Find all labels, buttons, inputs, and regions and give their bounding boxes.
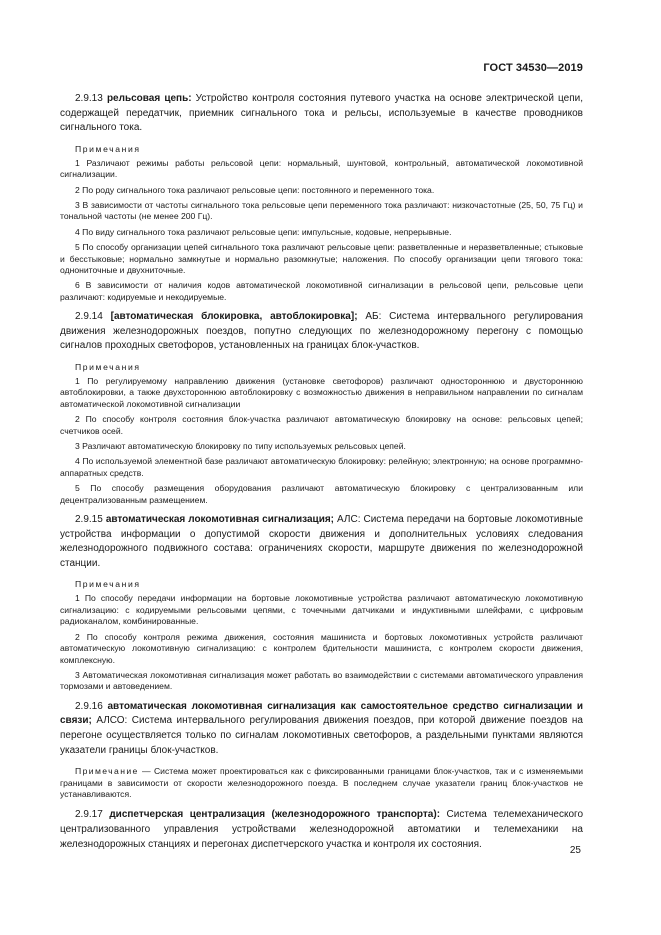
note-item: 5 По способу размещения оборудования различают автоматическую блокировку с централизованным или децентрализованным размещением. — [60, 483, 583, 505]
note-2-9-16 — [60, 766, 583, 800]
term-2-9-16 — [60, 700, 583, 758]
note-item: 4 По используемой элементной базе различают автоматическую блокировку: релейную; электронную; на основе программно-аппаратных средств. — [60, 456, 583, 478]
notes-heading: Примечания — [75, 362, 141, 373]
term-name: диспетчерская централизация (железнодорожного транспорта): — [109, 809, 441, 821]
note-item: 6 В зависимости от наличия кодов автоматической локомотивной сигнализации в рельсовой цепи, рельсовые цепи различают: кодируемые и некодируемые. — [60, 280, 583, 302]
term-definition: Устройство контроля состояния путевого участка на основе электрической цепи, содержащей передатчик, приемник сигнального тока и рельсы, используемые в качестве проводников сигнального тока. — [60, 93, 583, 134]
term-name: рельсовая цепь: — [106, 93, 192, 104]
notes-2-9-14 — [60, 362, 583, 506]
notes-heading: Примечания — [75, 143, 141, 154]
term-definition: Система телемеханического централизованного управления устройствами железнодорожной автоматики и телемеханики на железнодорожных станциях и перегонах диспетчерского участка и контроля их состояния. — [60, 809, 584, 850]
term-2-9-17 — [60, 808, 583, 852]
term-number: 2.9.13 — [75, 93, 103, 104]
note-item: 3 В зависимости от частоты сигнального тока рельсовые цепи переменного тока различают: низкочастотные (25, 50, 75 Гц) и тональной частоты (не менее 200 Гц). — [60, 200, 583, 222]
note-item: 3 Автоматическая локомотивная сигнализация может работать во взаимодействии с системами автоматического управления тормозами и автоведением. — [60, 669, 583, 692]
note-item: 4 По виду сигнального тока различают рельсовые цепи: импульсные, кодовые, непрерывные. — [75, 226, 452, 237]
page-number: 25 — [569, 845, 581, 856]
note-item: 2 По способу контроля режима движения, состояния машиниста и бортовых локомотивных устройств различают автоматическую локомотивную сигнализацию: с контролем бдительности машиниста, с контролем скорости движения, комплексную. — [60, 631, 583, 665]
term-name: автоматическая локомотивная сигнализация как самостоятельное средство сигнализации и связи; — [60, 700, 583, 727]
term-2-9-15 — [60, 513, 583, 571]
term-number: 2.9.17 — [75, 809, 103, 821]
term-name: [автоматическая блокировка, автоблокировка]; — [110, 311, 358, 323]
note-item: 1 По регулируемому направлению движения (установке светофоров) различают одностороннюю и двустороннюю автоблокировки, а также двухстороннюю автоблокировку с возможностью движения в неправильном направлении по сигналам автоматической локомотивной сигнализации — [60, 376, 583, 409]
note-text: — Система может проектироваться как с фиксированными границами блок-участков, так и с изменяемыми границами в зависимости от скорости железнодорожного поезда. В последнем случае указатели границ блок-участков не устанавливаются. — [60, 766, 583, 799]
term-definition: АБ: Система интервального регулирования движения железнодорожных поездов, попутно следующих по железнодорожному перегону с помощью сигналов проходных светофоров, установленных на границах блок-участков. — [60, 311, 583, 352]
note-item: 1 Различают режимы работы рельсовой цепи: нормальный, шунтовой, контрольный, автоматической локомотивной сигнализации. — [60, 157, 583, 180]
notes-heading: Примечания — [75, 579, 141, 590]
note-item: 3 Различают автоматическую блокировку по типу используемых рельсовых цепей. — [75, 441, 406, 452]
note-item: 1 По способу передачи информации на бортовые локомотивные устройства различают автоматическую локомотивную сигнализацию: с кодируемыми рельсовыми цепями, с точечными датчиками и индуктивными шлейфами, с цифровым радиоканалом, комбинированные. — [60, 593, 583, 627]
notes-2-9-13 — [60, 144, 583, 303]
page-content — [60, 92, 583, 860]
note-item: 2 По роду сигнального тока различают рельсовые цепи: постоянного и переменного тока. — [75, 184, 435, 195]
notes-2-9-15 — [60, 579, 583, 692]
note-label: Примечание — [75, 766, 139, 777]
term-definition: АЛСО: Система интервального регулирования движения поездов, при которой движение поездов на перегоне осуществляется только по сигналам локомотивных светофоров, а раздельными пунктами являются указатели границы блок-участков. — [60, 715, 583, 756]
note-item: 5 По способу организации цепей сигнального тока различают рельсовые цепи: разветвленные и неразветвленные; стыковые и бесстыковые; нормально замкнутые и нормально разомкнутые; наложения. По способу организации цепи тягового тока: однониточные и двухниточные. — [60, 242, 583, 276]
document-id: ГОСТ 34530—2019 — [483, 62, 583, 74]
term-2-9-13 — [60, 92, 583, 136]
term-number: 2.9.15 — [75, 514, 103, 526]
term-name: автоматическая локомотивная сигнализация; — [105, 514, 335, 526]
term-definition: АЛС: Система передачи на бортовые локомотивные устройства информации о допустимой скорости движения и дополнительных условиях следования железнодорожного подвижного состава: ограничениях скорости, маршруте движения по железнодорожной станции. — [60, 514, 583, 569]
note-item: 2 По способу контроля состояния блок-участка различают автоматическую блокировку на основе: рельсовых цепей; счетчиков осей. — [60, 414, 583, 436]
term-number: 2.9.16 — [75, 700, 103, 712]
term-2-9-14 — [60, 310, 583, 354]
term-number: 2.9.14 — [75, 311, 103, 323]
